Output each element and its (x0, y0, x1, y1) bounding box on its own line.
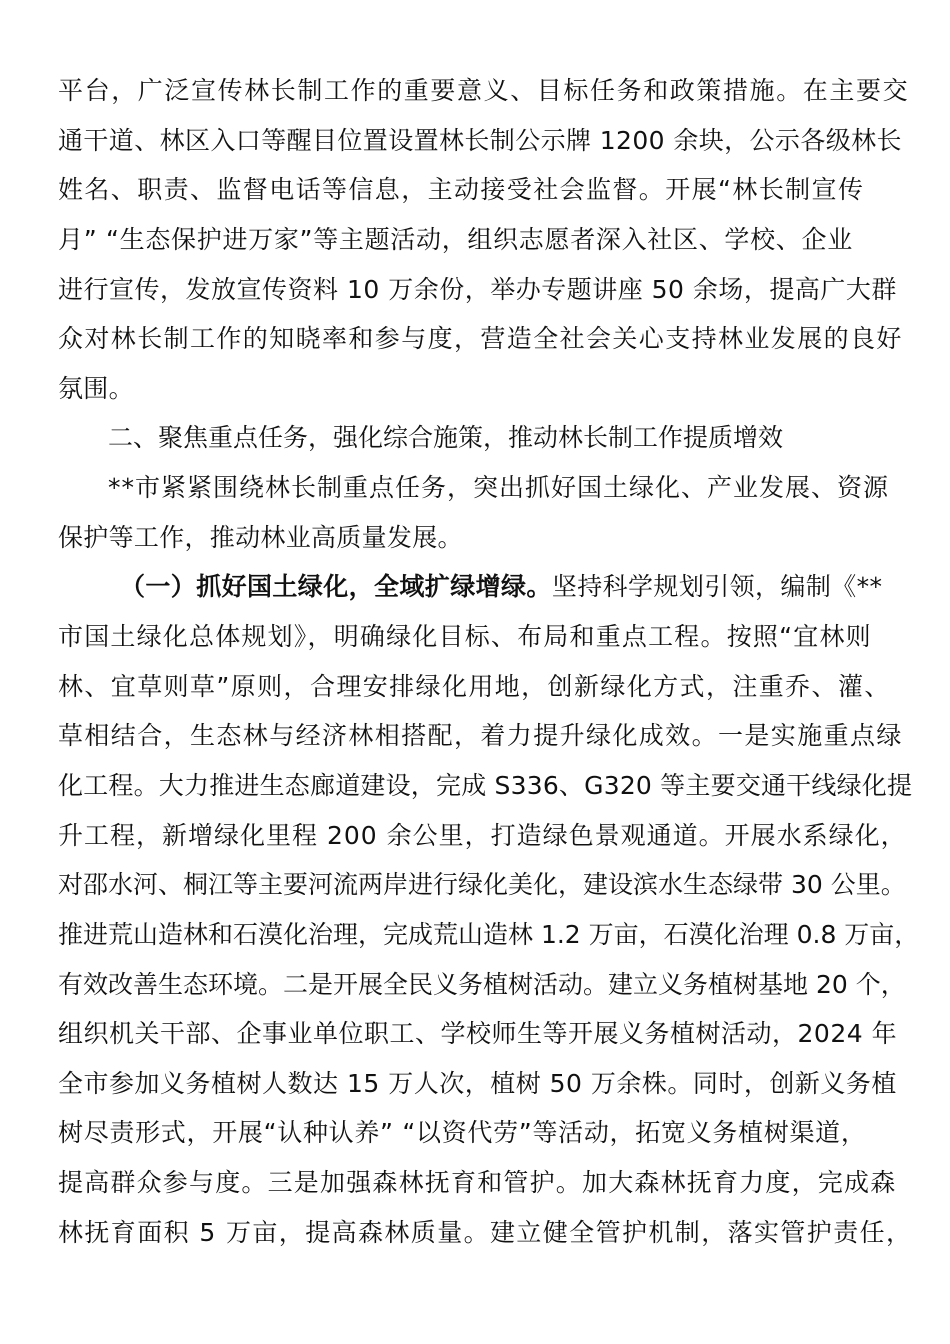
text-line: 组织机关干部、企事业单位职工、学校师生等开展义务植树活动，2024 年 (58, 1019, 898, 1049)
text-line: 姓名、职责、监督电话等信息，主动接受社会监督。开展“林长制宣传 (58, 175, 865, 205)
document-body (58, 66, 920, 1257)
text-line: 提高群众参与度。三是加强森林抚育和管护。加大森林抚育力度，完成森 (58, 1168, 897, 1198)
text-line (58, 562, 908, 612)
subsection-lead: 坚持科学规划引领，编制《** (551, 572, 883, 602)
text-line: 通干道、林区入口等醒目位置设置林长制公示牌 1200 余块，公示各级林长 (58, 125, 902, 155)
text-line: 升工程，新增绿化里程 200 余公里，打造绿色景观通道。开展水系绿化， (58, 820, 907, 850)
text-line: 市国土绿化总体规划》，明确绿化目标、布局和重点工程。按照“宜林则 (58, 622, 872, 652)
text-line: 林抚育面积 5 万亩，提高森林质量。建立健全管护机制，落实管护责任， (58, 1217, 913, 1247)
paragraph-publicity (58, 66, 908, 413)
text-line: 林、宜草则草”原则，合理安排绿化用地，创新绿化方式，注重乔、灌、 (58, 671, 891, 701)
text-line: 众对林长制工作的知晓率和参与度，营造全社会关心支持林业发展的良好 (58, 324, 903, 354)
text-line: 推进荒山造林和石漠化治理，完成荒山造林 1.2 万亩，石漠化治理 0.8 万亩， (58, 919, 920, 949)
text-line: 对邵水河、桐江等主要河流两岸进行绿化美化，建设滨水生态绿带 30 公里。 (58, 870, 906, 900)
text-line: 有效改善生态环境。二是开展全民义务植树活动。建立义务植树基地 20 个， (58, 969, 906, 999)
paragraph-greening (58, 562, 920, 1257)
section-heading: 二、聚焦重点任务，强化综合施策，推动林长制工作提质增效 (108, 423, 784, 453)
text-line: 平台，广泛宣传林长制工作的重要意义、目标任务和政策措施。在主要交 (58, 76, 910, 105)
text-line: 保护等工作，推动林业高质量发展。 (58, 522, 463, 552)
text-line: **市紧紧围绕林长制重点任务，突出抓好国土绿化、产业发展、资源 (108, 473, 890, 503)
paragraph-intro (58, 463, 908, 562)
text-line: 氛围。 (58, 373, 134, 403)
subsection-title: （一）抓好国土绿化，全域扩绿增绿。 (120, 572, 552, 602)
text-line: 化工程。大力推进生态廊道建设，完成 S336、G320 等主要交通干线绿化提 (58, 770, 913, 800)
text-line: 进行宣传，发放宣传资料 10 万余份，举办专题讲座 50 余场，提高广大群 (58, 274, 897, 304)
text-line: 月” “生态保护进万家”等主题活动，组织志愿者深入社区、学校、企业 (58, 224, 853, 254)
text-line: 全市参加义务植树人数达 15 万人次，植树 50 万余株。同时，创新义务植 (58, 1068, 897, 1098)
text-line: 树尽责形式，开展“认种认养” “以资代劳”等活动，拓宽义务植树渠道， (58, 1118, 867, 1148)
text-line: 草相结合，生态林与经济林相搭配，着力提升绿化成效。一是实施重点绿 (58, 721, 903, 751)
